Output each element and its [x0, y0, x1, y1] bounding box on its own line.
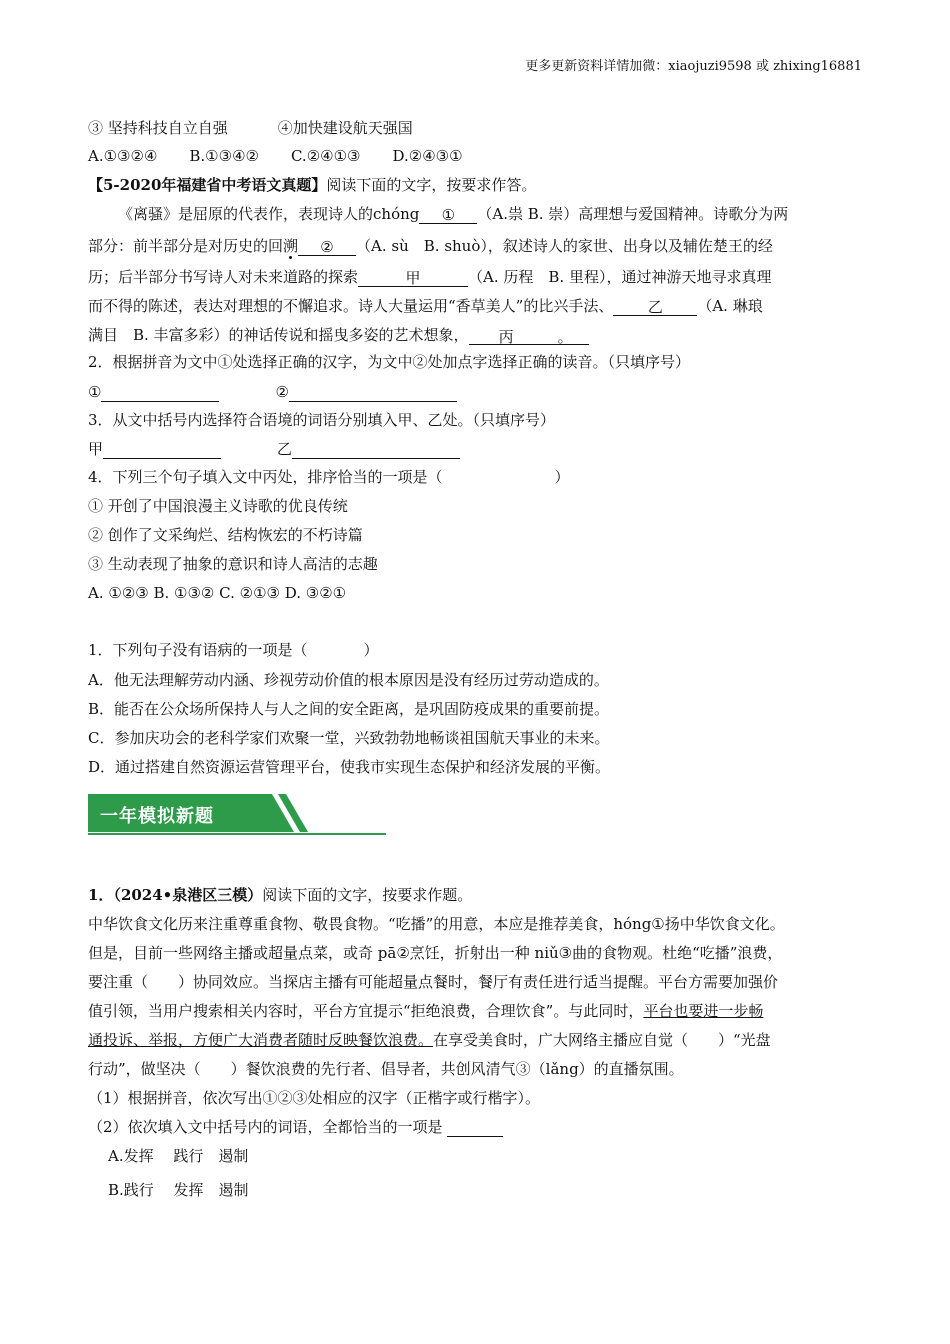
answer-a: A.①③②④: [88, 147, 158, 165]
section5-intro: 阅读下面的文字，按要求作答。: [326, 176, 537, 194]
question-3: 3．从文中括号内选择符合语境的词语分别填入甲、乙处。（只填序号）: [88, 411, 556, 429]
mock-line-6: 行动”，做坚决（ ）餐饮浪费的先行者、倡导者，共创风清气③（lǎng）的直播氛围。: [88, 1060, 684, 1078]
passage-line-1: [118, 204, 788, 224]
passage-line-4: [88, 296, 763, 316]
answer-c: C.②④①③: [290, 147, 361, 165]
q4-item-1: ① 开创了中国浪漫主义诗歌的优良传统: [88, 497, 348, 515]
question-4: [88, 467, 570, 487]
mock-option-a: A.发挥 践行 遏制: [108, 1147, 249, 1165]
passage-line-3: [88, 267, 771, 287]
mock-line-4: [88, 1001, 763, 1021]
mock-intro: 阅读下面的文字，按要求作题。: [262, 886, 473, 904]
q2-label-2: ②: [275, 383, 289, 401]
mock-line-1: 中华饮食文化历来注重尊重食物、敬畏食物。“吃播”的用意，本应是推荐美食，hóng①扬中华饮食文化。: [88, 915, 785, 933]
passage-text: （A. sù B. shuò），叙述诗人的家世、出身以及辅佐楚王的经: [356, 237, 773, 255]
q4-answers: A. ①②③ B. ①③② C. ②①③ D. ③②①: [88, 584, 347, 602]
question-2: 2．根据拼音为文中①处选择正确的汉字，为文中②处加点字选择正确的读音。（只填序号）: [88, 353, 691, 371]
q1-option-b: B．能否在公众场所保持人与人之间的安全距离，是巩固防疫成果的重要前提。: [88, 700, 610, 718]
passage-text: 部分：前半部分是对历史的回: [88, 237, 284, 255]
mock-option-b: B.践行 发挥 遏制: [108, 1181, 249, 1199]
blank-1: ①: [419, 205, 477, 224]
blank-bing-label: 丙: [498, 328, 514, 346]
underlined-sentence-part-2: 通投诉、举报，方便广大消费者随时反映餐饮浪费。: [88, 1031, 434, 1049]
prev-options-line: [88, 118, 413, 138]
blank-jia: 甲: [358, 268, 468, 287]
answer-b: B.①③④②: [189, 147, 259, 165]
q4-close: ）: [554, 468, 570, 486]
q1-option-c: C．参加庆功会的老科学家们欢聚一堂，兴致勃勃地畅谈祖国航天事业的未来。: [88, 729, 610, 747]
blank-bing: [469, 327, 589, 345]
answer-d: D.②④③①: [392, 147, 463, 165]
passage-text: 满目 B. 丰富多彩）的神话传说和摇曳多姿的艺术想象，: [88, 326, 469, 344]
option-4: ④加快建设航天强国: [277, 119, 413, 137]
prev-answers-line: [88, 146, 463, 166]
passage-line-2: [88, 236, 773, 256]
banner-underline: [88, 833, 386, 835]
mock-heading: [88, 885, 472, 905]
q1-option-a: A．他无法理解劳动内涵、珍视劳动价值的根本原因是没有经历过劳动造成的。: [88, 671, 609, 689]
passage-text: （A. 琳琅: [697, 297, 763, 315]
mock-sub-2-blank[interactable]: [447, 1118, 503, 1137]
q3-input-yi[interactable]: [292, 440, 460, 459]
banner-title: 一年模拟新题: [100, 806, 214, 827]
q3-label-yi: 乙: [277, 440, 293, 458]
mock-number: 1．: [88, 886, 114, 904]
q2-answer-line: [88, 382, 457, 402]
mock-sub-2: [88, 1117, 503, 1137]
mock-line-3: 要注重（ ）协同效应。当探店主播有可能超量点餐时，餐厅有责任进行适当提醒。平台方需要加强价: [88, 973, 779, 991]
q1-option-d: D．通过搭建自然资源运营管理平台，使我市实现生态保护和经济发展的平衡。: [88, 758, 611, 776]
question-1: [88, 640, 379, 660]
q4-item-3: ③ 生动表现了抽象的意识和诗人高洁的志趣: [88, 555, 378, 573]
mock-text: 在享受美食时，广大网络主播应自觉（ ）“光盘: [433, 1031, 771, 1049]
promo-header: 更多更新资料详情加微：xiaojuzi9598 或 zhixing16881: [525, 59, 862, 74]
passage-text: （A. 历程 B. 里程），通过神游天地寻求真理: [468, 268, 772, 286]
blank-bing-end: 。: [557, 328, 573, 346]
mock-source: （2024•泉港区三模）: [113, 886, 263, 904]
section5-title: 【5-2020年福建省中考语文真题】: [88, 176, 327, 194]
mock-text: 值引领，当用户搜索相关内容时，平台方宜提示“拒绝浪费，合理饮食”。与此同时，: [88, 1002, 644, 1020]
section-banner: [88, 794, 386, 836]
dotted-char: 溯: [283, 237, 299, 255]
q1-text: 1．下列句子没有语病的一项是（: [88, 641, 308, 659]
q2-label-1: ①: [88, 383, 102, 401]
passage-text: （A.祟 B. 崇）高理想与爱国精神。诗歌分为两: [477, 205, 789, 223]
passage-text: 历；后半部分书写诗人对未来道路的探索: [88, 268, 359, 286]
passage-text: 而不得的陈述，表达对理想的不懈追求。诗人大量运用“香草美人”的比兴手法、: [88, 297, 614, 315]
blank-2: ②: [298, 237, 356, 256]
mock-line-2: 但是，目前一些网络主播或超量点菜，或奇 pā②烹饪，折射出一种 niǔ③曲的食物观。杜绝“吃播”浪费，: [88, 944, 783, 962]
option-3: ③ 坚持科技自立自强: [88, 119, 228, 137]
blank-yi: 乙: [613, 297, 697, 316]
q2-input-1[interactable]: [101, 383, 219, 402]
q4-item-2: ② 创作了文采绚烂、结构恢宏的不朽诗篇: [88, 526, 363, 544]
q3-answer-line: [88, 439, 460, 459]
q2-input-2[interactable]: [289, 383, 457, 402]
mock-sub-2-text: （2）依次填入文中括号内的词语，全都恰当的一项是: [88, 1118, 448, 1136]
q3-input-jia[interactable]: [103, 440, 221, 459]
mock-sub-1: （1）根据拼音，依次写出①②③处相应的汉字（正楷字或行楷字）。: [88, 1089, 541, 1107]
mock-line-5: [88, 1030, 771, 1050]
section5-heading: [88, 175, 536, 195]
passage-text: 《离骚》是屈原的代表作，表现诗人的chóng: [118, 205, 420, 223]
passage-line-5: [88, 325, 589, 345]
q3-label-jia: 甲: [88, 440, 104, 458]
q1-close: ）: [363, 641, 379, 659]
underlined-sentence-part-1: 平台也要进一步畅: [643, 1002, 764, 1020]
q4-text: 4．下列三个句子填入文中丙处，排序恰当的一项是（: [88, 468, 443, 486]
